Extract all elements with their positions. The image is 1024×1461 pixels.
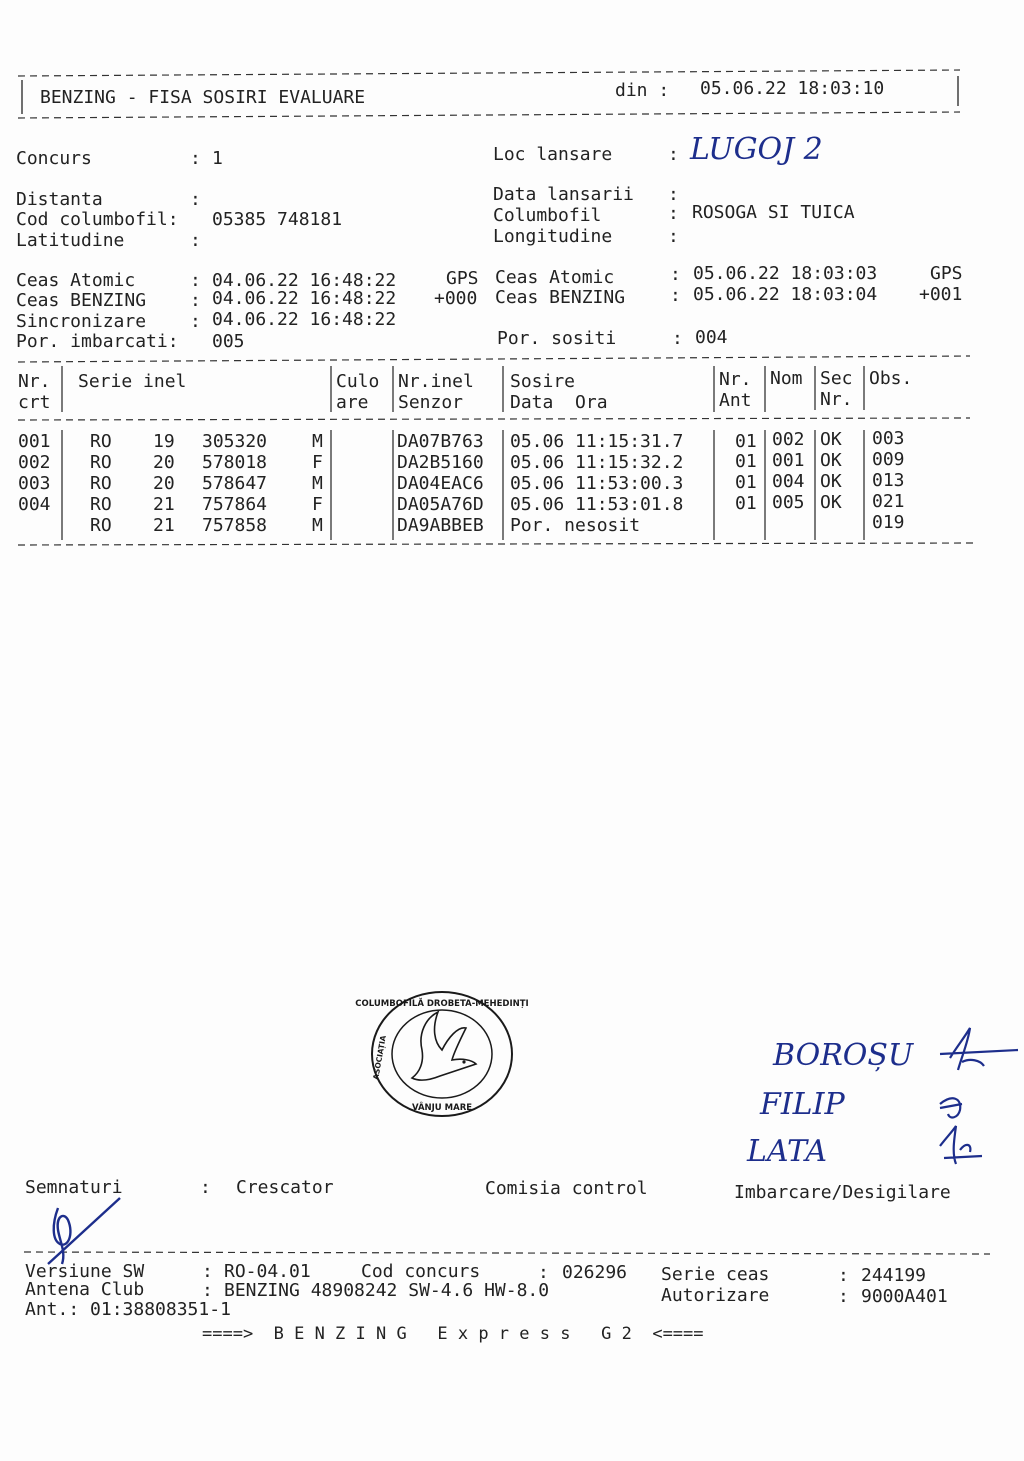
row-senzor: DA07B763 (397, 431, 484, 452)
row-nr: 002 (18, 452, 51, 473)
ceas-atomic-start-label: Ceas Atomic (16, 270, 136, 291)
row-inel: 578018 (202, 452, 268, 473)
concurs-value: 1 (212, 148, 223, 169)
data-lansarii-colon: : (668, 184, 679, 205)
cod-concurs-value: 026296 (562, 1262, 628, 1283)
row-an: 21 (153, 515, 175, 536)
columbofil-value: ROSOGA SI TUICA (692, 202, 855, 223)
row-nom: 004 (772, 471, 805, 492)
handwritten-initials (900, 1018, 1020, 1178)
row-tara: RO (90, 431, 112, 452)
colon: : (190, 270, 201, 291)
row-sec: OK (820, 429, 842, 450)
row-obs: 013 (872, 470, 905, 491)
row-sex: M (312, 431, 323, 452)
imbarcati-value: 005 (212, 331, 245, 352)
row-an: 20 (153, 452, 175, 473)
row-sosire: Por. nesosit (510, 515, 641, 536)
col-culoare-header-2: are (336, 392, 369, 413)
autorizare-value: 9000A401 (861, 1286, 948, 1307)
row-senzor: DA2B5160 (397, 452, 484, 473)
date-label: din : (615, 80, 670, 101)
col-serie-header: Serie inel (78, 371, 187, 392)
row-nom: 005 (772, 492, 805, 513)
crescator-label: Crescator (236, 1177, 334, 1198)
concurs-label: Concurs (16, 148, 92, 169)
antena-value: BENZING 48908242 SW-4.6 HW-8.0 (224, 1280, 550, 1301)
ceas-atomic-start-suffix: GPS (446, 268, 479, 289)
versiune-value: RO-04.01 (224, 1261, 311, 1282)
serie-ceas-colon: : (838, 1265, 849, 1286)
row-sosire: 05.06 11:15:32.2 (510, 452, 684, 473)
ceas-benzing-start-label: Ceas BENZING (16, 290, 147, 311)
col-sosire-header-1: Sosire (510, 371, 576, 392)
ceas-benzing-end-value: 05.06.22 18:03:04 (693, 284, 878, 305)
antena-colon: : (202, 1280, 213, 1301)
sincronizare-value: 04.06.22 16:48:22 (212, 309, 397, 330)
col-ant-header-2: Ant (719, 390, 752, 411)
row-sex: M (312, 515, 323, 536)
serie-ceas-label: Serie ceas (661, 1264, 770, 1285)
row-tara: RO (90, 515, 112, 536)
autorizare-label: Autorizare (661, 1285, 770, 1306)
col-sec-header-1: Sec (820, 368, 853, 389)
row-ant: 01 (735, 472, 757, 493)
autorizare-colon: : (838, 1286, 849, 1307)
row-tara: RO (90, 473, 112, 494)
row-nr: 003 (18, 473, 51, 494)
cod-columbofil-value: 05385 748181 (212, 209, 343, 230)
sincronizare-label: Sincronizare (16, 311, 147, 332)
loc-lansare-colon: : (668, 144, 679, 165)
distanta-label: Distanta (16, 189, 103, 210)
date-value: 05.06.22 18:03:10 (700, 78, 885, 99)
handwritten-name-2: FILIP (760, 1087, 845, 1122)
ceas-benzing-end-label: Ceas BENZING (495, 287, 626, 308)
longitudine-label: Longitudine (493, 226, 613, 247)
row-senzor: DA04EAC6 (397, 473, 484, 494)
row-sec: OK (820, 450, 842, 471)
sositi-value: 004 (695, 327, 728, 348)
data-lansarii-label: Data lansarii (493, 184, 634, 205)
ceas-atomic-end-suffix: GPS (930, 263, 963, 284)
ceas-atomic-start-value: 04.06.22 16:48:22 (212, 270, 397, 291)
signatures-colon: : (200, 1177, 211, 1198)
row-tara: RO (90, 494, 112, 515)
colon: : (190, 290, 201, 311)
imbarcati-label: Por. imbarcati: (16, 331, 179, 352)
col-senzor-header-2: Senzor (398, 392, 464, 413)
cod-concurs-colon: : (538, 1262, 549, 1283)
antena-label: Antena Club (25, 1279, 145, 1300)
colon: : (672, 328, 683, 349)
row-sec: OK (820, 471, 842, 492)
row-sec: OK (820, 492, 842, 513)
row-obs: 021 (872, 491, 905, 512)
col-ant-header-1: Nr. (719, 369, 752, 390)
ceas-benzing-start-value: 04.06.22 16:48:22 (212, 288, 397, 309)
club-stamp (355, 988, 529, 1120)
row-inel: 578647 (202, 473, 268, 494)
row-nr: 004 (18, 494, 51, 515)
row-an: 20 (153, 473, 175, 494)
latitudine-colon: : (190, 230, 201, 251)
columbofil-label: Columbofil (493, 205, 602, 226)
loc-lansare-label: Loc lansare (493, 144, 613, 165)
row-sex: F (312, 494, 323, 515)
row-obs: 009 (872, 449, 905, 470)
row-tara: RO (90, 452, 112, 473)
columbofil-colon: : (668, 203, 679, 224)
row-sex: M (312, 473, 323, 494)
col-sosire-header-2: Data Ora (510, 392, 608, 413)
row-senzor: DA05A76D (397, 494, 484, 515)
row-inel: 305320 (202, 431, 268, 452)
colon: : (670, 264, 681, 285)
row-obs: 019 (872, 512, 905, 533)
row-senzor: DA9ABBEB (397, 515, 484, 536)
brand-line: ====> B E N Z I N G E x p r e s s G 2 <==== (202, 1324, 704, 1344)
handwritten-name-1: BOROȘU (773, 1038, 914, 1073)
signatures-label: Semnaturi (25, 1177, 123, 1198)
cod-columbofil-label: Cod columbofil: (16, 209, 179, 230)
ceas-benzing-end-suffix: +001 (919, 284, 963, 305)
loc-lansare-value: LUGOJ 2 (690, 132, 823, 167)
colon: : (190, 311, 201, 332)
row-an: 19 (153, 431, 175, 452)
stamp-top-text: COLUMBOFILĂ DROBETA-MEHEDINȚI (355, 999, 529, 1009)
col-crt-header: crt (18, 392, 51, 413)
col-nr-header: Nr. (18, 371, 51, 392)
col-nom-header: Nom (770, 368, 803, 389)
row-sosire: 05.06 11:53:00.3 (510, 473, 684, 494)
serie-ceas-value: 244199 (861, 1265, 927, 1286)
row-nr: 001 (18, 431, 51, 452)
col-obs-header: Obs. (869, 368, 913, 389)
row-sex: F (312, 452, 323, 473)
row-nom: 002 (772, 429, 805, 450)
row-inel: 757864 (202, 494, 268, 515)
ceas-atomic-end-label: Ceas Atomic (495, 267, 615, 288)
versiune-label: Versiune SW (25, 1261, 145, 1282)
antenna-id: Ant.: 01:38808351-1 (25, 1299, 231, 1320)
longitudine-colon: : (668, 226, 679, 247)
row-obs: 003 (872, 428, 905, 449)
concurs-colon: : (190, 148, 212, 169)
sositi-label: Por. sositi (497, 328, 617, 349)
row-ant: 01 (735, 431, 757, 452)
cod-concurs-label: Cod concurs (361, 1261, 481, 1282)
row-an: 21 (153, 494, 175, 515)
imbarcare-label: Imbarcare/Desigilare (734, 1182, 951, 1203)
colon: : (670, 285, 681, 306)
distanta-colon: : (190, 189, 201, 210)
report-title: BENZING - FISA SOSIRI EVALUARE (40, 87, 366, 108)
row-nom: 001 (772, 450, 805, 471)
col-sec-header-2: Nr. (820, 389, 853, 410)
handwritten-name-3: LATA (747, 1134, 827, 1169)
row-inel: 757858 (202, 515, 268, 536)
row-ant: 01 (735, 451, 757, 472)
row-ant: 01 (735, 493, 757, 514)
stamp-bottom-text: VÂNJU MARE (411, 1103, 473, 1113)
ceas-benzing-start-suffix: +000 (434, 288, 478, 309)
row-sosire: 05.06 11:53:01.8 (510, 494, 684, 515)
row-sosire: 05.06 11:15:31.7 (510, 431, 684, 452)
col-culoare-header-1: Culo (336, 371, 380, 392)
versiune-colon: : (202, 1261, 213, 1282)
comisia-label: Comisia control (485, 1178, 648, 1199)
stamp-left-text: ASOCIAȚIA (371, 1034, 388, 1081)
col-senzor-header-1: Nr.inel (398, 371, 474, 392)
ceas-atomic-end-value: 05.06.22 18:03:03 (693, 263, 878, 284)
latitudine-label: Latitudine (16, 230, 125, 251)
